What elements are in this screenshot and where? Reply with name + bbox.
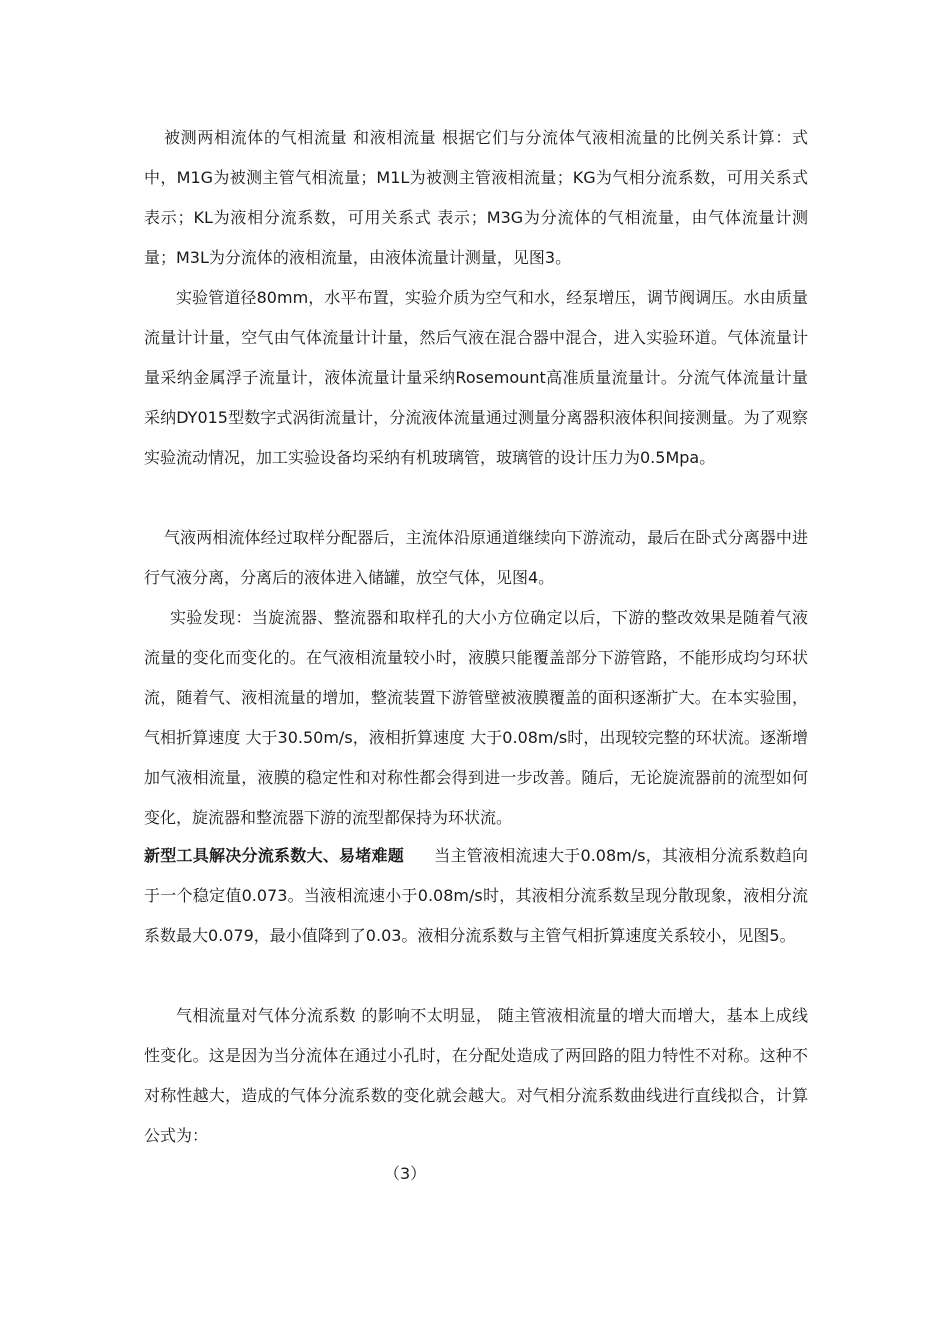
- paragraph-experiment-findings: [144, 598, 808, 838]
- section-heading: 新型工具解决分流系数大、易堵难题: [144, 846, 405, 865]
- paragraph-with-heading: [144, 836, 808, 956]
- paragraph-text: 当主管液相流速大于0.08m/s，其液相分流系数趋向于一个稳定值0.073。当液相流速小于0.08m/s时，其液相分流系数呈现分散现象，液相分流系数最大0.079，最小值降到了0.03。液相分流系数与主管气相折算速度关系较小，见图5。: [144, 846, 808, 945]
- paragraph-text: 气液两相流体经过取样分配器后，主流体沿原通道继续向下游流动，最后在卧式分离器中进行气液分离，分离后的液体进入储罐，放空气体，见图4。: [144, 528, 808, 587]
- paragraph-text: 气相流量对气体分流系数 的影响不太明显， 随主管液相流量的增大而增大，基本上成线性变化。这是因为当分流体在通过小孔时，在分配处造成了两回路的阻力特性不对称。这种不对称性越大，造成的气体分流系数的变化就会越大。对气相分流系数曲线进行直线拟合，计算公式为：: [144, 1006, 808, 1145]
- paragraph-gas-split-coefficient: [144, 996, 808, 1156]
- paragraph-text: 实验管道径80mm，水平布置，实验介质为空气和水，经泵增压，调节阀调压。水由质量流量计计量，空气由气体流量计计量，然后气液在混合器中混合，进入实验环道。气体流量计量采纳金属浮子流量计，液体流量计量采纳Rosemount高准质量流量计。分流气体流量计量采纳DY015型数字式涡街流量计，分流液体流量通过测量分离器积液体积间接测量。为了观察实验流动情况，加工实验设备均采纳有机玻璃管，玻璃管的设计压力为0.5Mpa。: [144, 288, 808, 467]
- paragraph-new-tool: [144, 836, 808, 956]
- paragraph-text: 实验发现：当旋流器、整流器和取样孔的大小方位确定以后，下游的整改效果是随着气液流量的变化而变化的。在气液相流量较小时，液膜只能覆盖部分下游管路，不能形成均匀环状流，随着气、液相流量的增加，整流装置下游管壁被液膜覆盖的面积逐渐扩大。在本实验围，气相折算速度 大于30.50m/s，液相折算速度 大于0.08m/s时，出现较完整的环状流。逐渐增加气液相流量，液膜的稳定性和对称性都会得到进一步改善。随后，无论旋流器前的流型如何变化，旋流器和整流器下游的流型都保持为环状流。: [144, 608, 808, 827]
- paragraph-text: 被测两相流体的气相流量 和液相流量 根据它们与分流体气液相流量的比例关系计算：式中，M1G为被测主管气相流量；M1L为被测主管液相流量；KG为气相分流系数，可用关系式 表示；KL为液相分流系数，可用关系式 表示；M3G为分流体的气相流量，由气体流量计测量；M3L为分流体的液相流量，由液体流量计测量，见图3。: [144, 128, 808, 267]
- formula-number: （3）: [384, 1164, 427, 1183]
- paragraph-sampler-flow: [144, 518, 808, 598]
- paragraph-flow-calculation: [144, 118, 808, 278]
- paragraph-experiment-setup: [144, 278, 808, 478]
